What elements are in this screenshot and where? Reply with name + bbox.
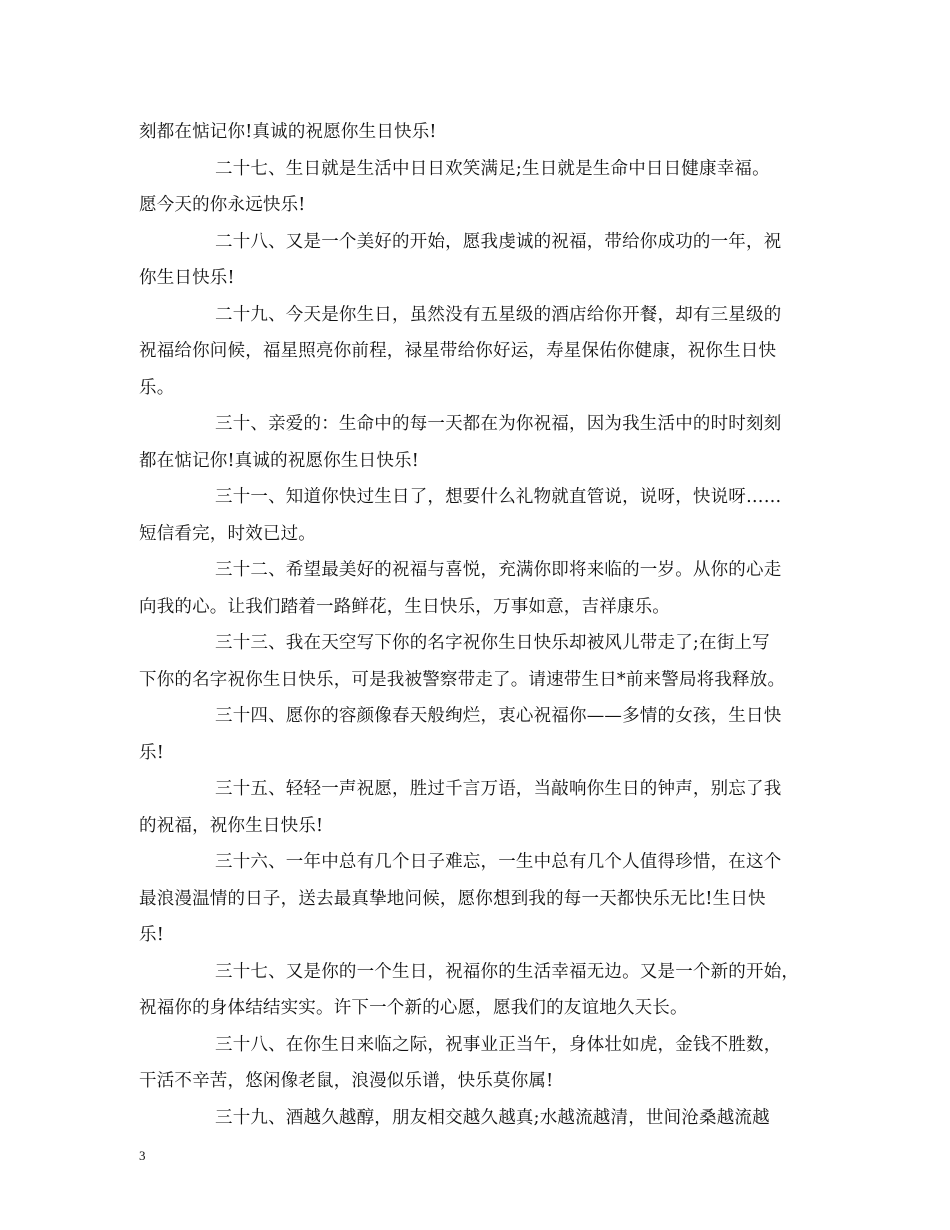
text-line: 你生日快乐!: [139, 268, 235, 288]
text-line: 下你的名字祝你生日快乐，可是我被警察带走了。请速带生日*前来警局将我释放。: [139, 669, 786, 690]
text-line: 二十八、又是一个美好的开始，愿我虔诚的祝福，带给你成功的一年，祝: [215, 231, 782, 252]
text-line: 愿今天的你永远快乐!: [139, 195, 306, 215]
text-line: 三十九、酒越久越醇，朋友相交越久越真;水越流越清，世间沧桑越流越: [215, 1107, 770, 1128]
text-line: 乐!: [139, 742, 164, 763]
text-line: 三十七、又是你的一个生日，祝福你的生活幸福无边。又是一个新的开始，: [215, 961, 800, 982]
text-line: 乐!: [139, 925, 164, 945]
text-line: 祝福你的身体结结实实。许下一个新的心愿，愿我们的友谊地久天长。: [139, 998, 688, 1018]
text-line: 三十八、在你生日来临之际，祝事业正当午，身体壮如虎，金钱不胜数，: [215, 1034, 782, 1055]
text-line: 三十三、我在天空写下你的名字祝你生日快乐却被风儿带走了;在街上写: [215, 633, 770, 653]
text-line: 都在惦记你!真诚的祝愿你生日快乐!: [139, 450, 419, 471]
text-line: 干活不辛苦，悠闲像老鼠，浪漫似乐谱，快乐莫你属!: [139, 1071, 554, 1091]
text-line: 三十六、一年中总有几个日子难忘，一生中总有几个人值得珍惜，在这个: [215, 852, 782, 872]
text-line: 最浪漫温情的日子，送去最真挚地问候，愿你想到我的每一天都快乐无比!生日快: [139, 888, 766, 909]
text-line: 向我的心。让我们踏着一路鲜花，生日快乐，万事如意，吉祥康乐。: [139, 596, 670, 617]
text-line: 乐。: [139, 377, 175, 398]
text-line: 三十二、希望最美好的祝福与喜悦，充满你即将来临的一岁。从你的心走: [215, 560, 782, 580]
text-line: 三十五、轻轻一声祝愿，胜过千言万语，当敲响你生日的钟声，别忘了我: [215, 779, 782, 799]
text-line: 三十、亲爱的：生命中的每一天都在为你祝福，因为我生活中的时时刻刻: [215, 414, 782, 434]
text-line: 三十四、愿你的容颜像春天般绚烂，衷心祝福你——多情的女孩，生日快: [215, 706, 782, 726]
text-line: 三十一、知道你快过生日了，想要什么礼物就直管说，说呀，快说呀……: [215, 487, 782, 507]
text-line: 短信看完，时效已过。: [139, 523, 316, 544]
text-line: 的祝福，祝你生日快乐!: [139, 815, 324, 836]
text-line: 刻都在惦记你!真诚的祝愿你生日快乐!: [139, 122, 437, 142]
text-line: 祝福给你问候，福星照亮你前程，禄星带给你好运，寿星保佑你健康，祝你生日快: [139, 341, 777, 361]
text-line: 二十七、生日就是生活中日日欢笑满足;生日就是生命中日日健康幸福。: [215, 158, 770, 179]
document-body: [139, 114, 814, 1136]
page-number: 3: [139, 1148, 146, 1163]
text-line: 二十九、今天是你生日，虽然没有五星级的酒店给你开餐，却有三星级的: [215, 304, 782, 325]
